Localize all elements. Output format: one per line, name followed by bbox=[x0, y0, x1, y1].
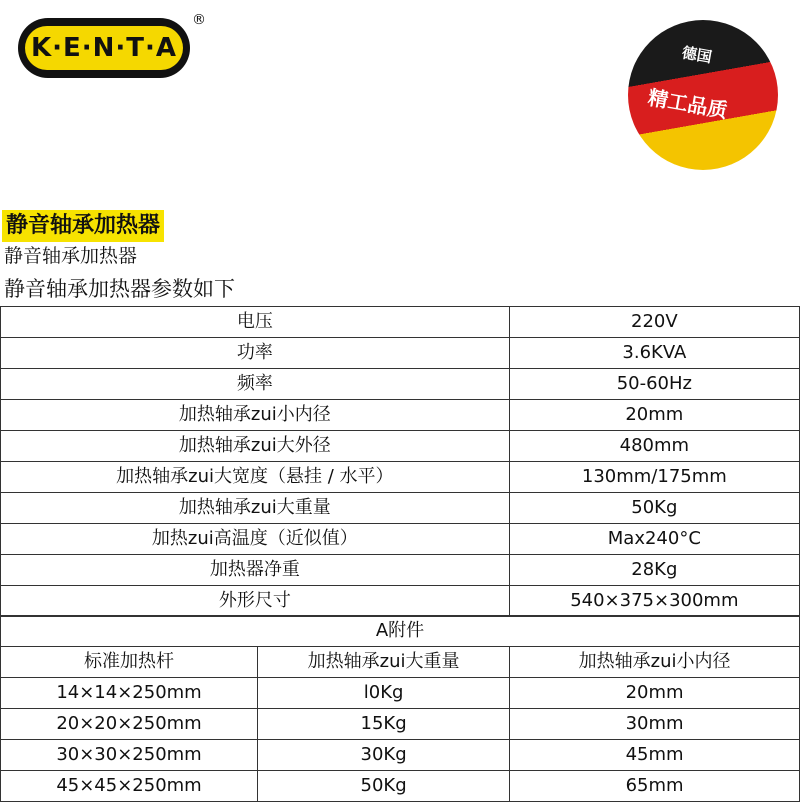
table-cell: 20×20×250mm bbox=[1, 709, 258, 740]
spec-label: 加热轴承zui小内径 bbox=[1, 400, 510, 431]
spec-label: 频率 bbox=[1, 369, 510, 400]
german-quality-badge bbox=[628, 20, 778, 170]
table-row bbox=[1, 740, 800, 771]
table-cell: 20mm bbox=[510, 678, 800, 709]
column-header: 标准加热杆 bbox=[1, 647, 258, 678]
table-row bbox=[1, 369, 800, 400]
spec-label: 加热轴承zui大宽度（悬挂 / 水平） bbox=[1, 462, 510, 493]
table-cell: 65mm bbox=[510, 771, 800, 802]
table-row bbox=[1, 555, 800, 586]
table-row bbox=[1, 709, 800, 740]
table-title-row bbox=[1, 616, 800, 647]
accessories-table bbox=[0, 615, 800, 802]
table-row bbox=[1, 400, 800, 431]
table-cell: 15Kg bbox=[258, 709, 510, 740]
spec-value: 50-60Hz bbox=[509, 369, 799, 400]
table-row bbox=[1, 307, 800, 338]
table-cell: 45×45×250mm bbox=[1, 771, 258, 802]
table-row bbox=[1, 771, 800, 802]
table-cell: l0Kg bbox=[258, 678, 510, 709]
badge-top-text: 德国 bbox=[680, 43, 714, 67]
spec-value: 20mm bbox=[509, 400, 799, 431]
spec-label: 加热轴承zui大重量 bbox=[1, 493, 510, 524]
table-cell: 14×14×250mm bbox=[1, 678, 258, 709]
spec-value: 3.6KVA bbox=[509, 338, 799, 369]
spec-label: 外形尺寸 bbox=[1, 586, 510, 617]
brand-logo-text: K·E·N·T·A bbox=[25, 26, 183, 70]
spec-table bbox=[0, 306, 800, 617]
product-title: 静音轴承加热器 bbox=[2, 210, 164, 242]
table-cell: 30Kg bbox=[258, 740, 510, 771]
spec-value: 480mm bbox=[509, 431, 799, 462]
spec-label: 电压 bbox=[1, 307, 510, 338]
params-heading: 静音轴承加热器参数如下 bbox=[4, 277, 235, 301]
spec-value: Max240°C bbox=[509, 524, 799, 555]
column-header: 加热轴承zui小内径 bbox=[510, 647, 800, 678]
spec-value: 540×375×300mm bbox=[509, 586, 799, 617]
spec-value: 50Kg bbox=[509, 493, 799, 524]
table-row bbox=[1, 338, 800, 369]
spec-value: 220V bbox=[509, 307, 799, 338]
table-row bbox=[1, 431, 800, 462]
table-row bbox=[1, 586, 800, 617]
table-cell: 50Kg bbox=[258, 771, 510, 802]
product-subtitle: 静音轴承加热器 bbox=[4, 245, 138, 267]
spec-label: 功率 bbox=[1, 338, 510, 369]
brand-logo bbox=[18, 18, 190, 78]
spec-value: 28Kg bbox=[509, 555, 799, 586]
accessories-title: A附件 bbox=[1, 616, 800, 647]
table-row bbox=[1, 524, 800, 555]
spec-value: 130mm/175mm bbox=[509, 462, 799, 493]
spec-label: 加热zui高温度（近似值） bbox=[1, 524, 510, 555]
table-header-row bbox=[1, 647, 800, 678]
table-row bbox=[1, 678, 800, 709]
table-cell: 30×30×250mm bbox=[1, 740, 258, 771]
column-header: 加热轴承zui大重量 bbox=[258, 647, 510, 678]
spec-label: 加热轴承zui大外径 bbox=[1, 431, 510, 462]
spec-label: 加热器净重 bbox=[1, 555, 510, 586]
table-row bbox=[1, 462, 800, 493]
table-cell: 30mm bbox=[510, 709, 800, 740]
registered-mark: ® bbox=[192, 12, 206, 28]
badge-main-text: 精工品质 bbox=[646, 85, 730, 123]
table-cell: 45mm bbox=[510, 740, 800, 771]
table-row bbox=[1, 493, 800, 524]
